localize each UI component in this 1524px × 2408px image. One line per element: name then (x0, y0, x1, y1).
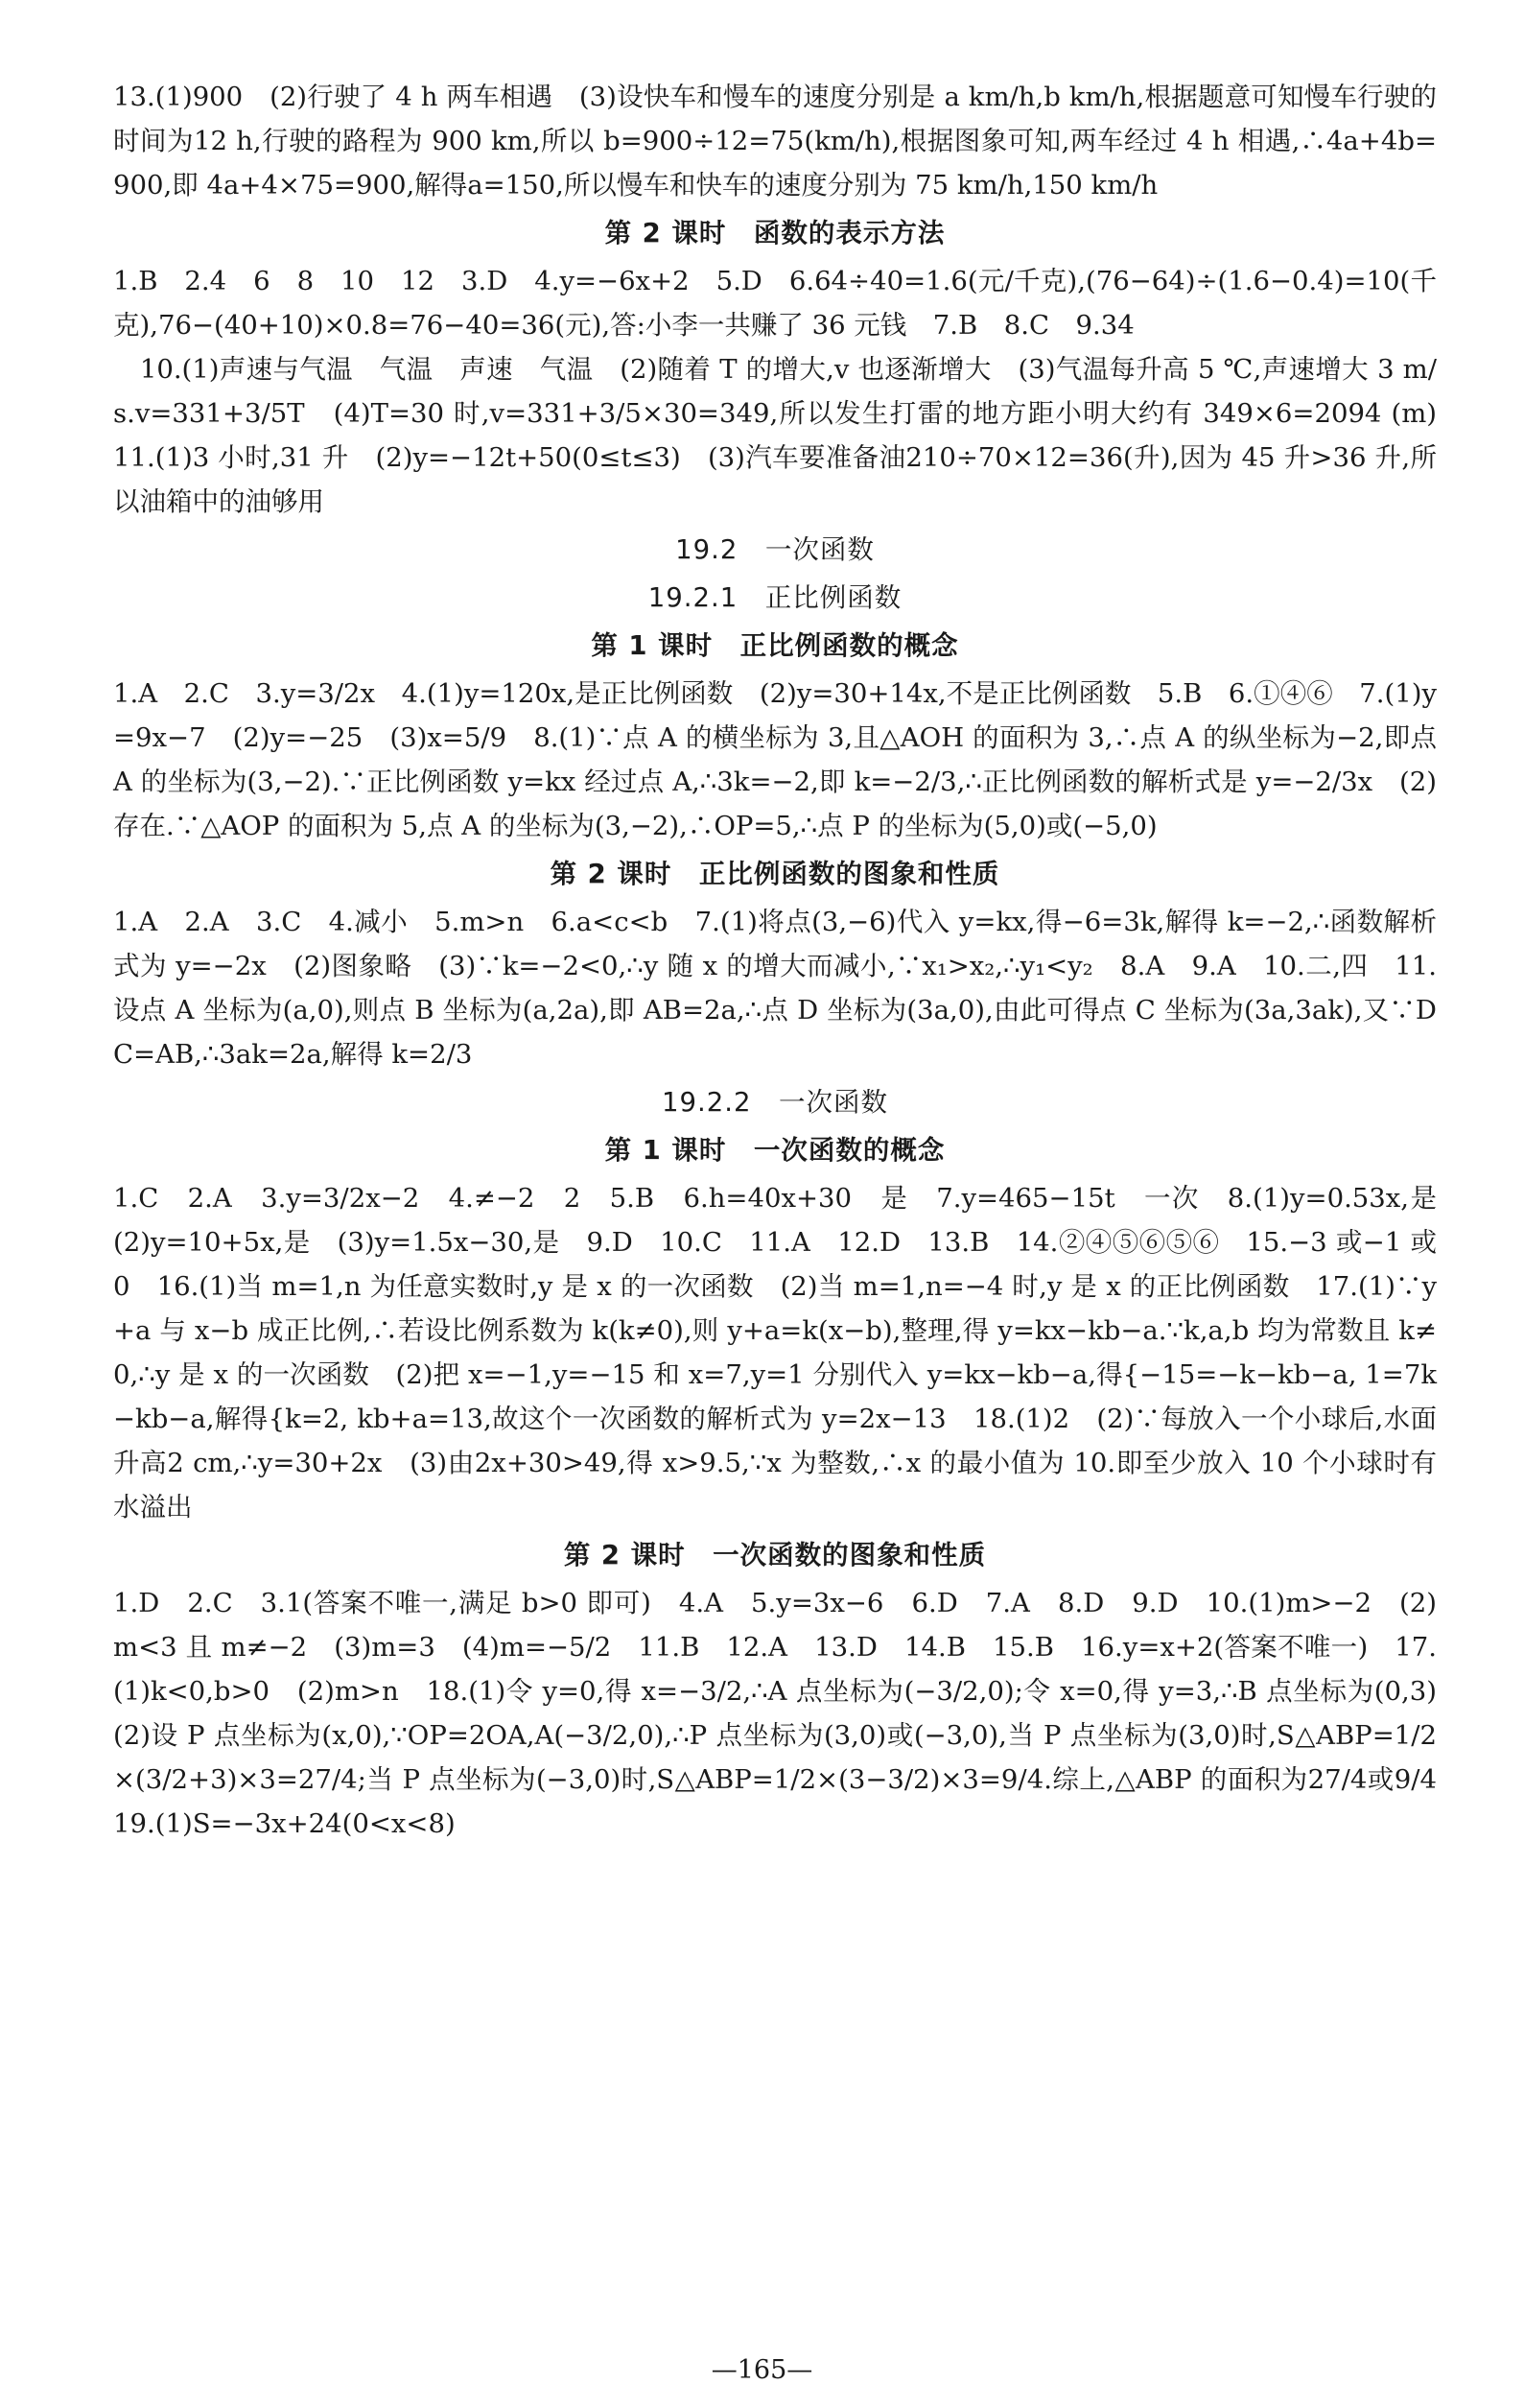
answer-paragraph: 1.D 2.C 3.1(答案不唯一,满足 b>0 即可) 4.A 5.y=3x−6 6.D 7.A 8.D 9.D 10.(1)m>−2 (2)m<3 且 m≠−2 (3)m=3 (4)m=−5/2 11.B 12.A 13.D 14.B 15.B 16.y=x+2(答案不唯一) 17.(1)k<0,b>0 (2)m>n 18.(1)令 y=0,得 x=−3/2,∴A 点坐标为(−3/2,0);令 x=0,得 y=3,∴B 点坐标为(0,3) (2)设 P 点坐标为(x,0),∵OP=2OA,A(−3/2,0),∴P 点坐标为(3,0)或(−3,0),当 P 点坐标为(3,0)时,S△ABP=1/2×(3/2+3)×3=27/4;当 P 点坐标为(−3,0)时,S△ABP=1/2×(3−3/2)×3=9/4.综上,△ABP 的面积为27/4或9/4 19.(1)S=−3x+24(0<x<8) (113, 1588, 1464, 1839)
lesson-heading: 第 1 课时 正比例函数的概念 (591, 630, 959, 661)
answer-paragraph: 10.(1)声速与气温 气温 声速 气温 (2)随着 T 的增大,v 也逐渐增大 (3)气温每升高 5 ℃,声速增大 3 m/s.v=331+3/5T (4)T=30 时,v=331+3/5×30=349,所以发生打雷的地方距小明大约有 349×6=2094 (m) 11.(1)3 小时,31 升 (2)y=−12t+50(0≤t≤3) (3)汽车要准备油210÷70×12=36(升),因为 45 升>36 升,所以油箱中的油够用 (113, 354, 1464, 517)
lesson-heading: 第 1 课时 一次函数的概念 (604, 1135, 946, 1166)
answer-paragraph: 13.(1)900 (2)行驶了 4 h 两车相遇 (3)设快车和慢车的速度分别是 a km/h,b km/h,根据题意可知慢车行驶的时间为12 h,行驶的路程为 900 km,所以 b=900÷12=75(km/h),根据图象可知,两车经过 4 h 相遇,∴4a+4b=900,即 4a+4×75=900,解得a=150,所以慢车和快车的速度分别为 75 km/h,150 km/h (113, 82, 1437, 201)
lesson-heading: 第 2 课时 函数的表示方法 (604, 218, 946, 248)
page-number: —165— (711, 2355, 813, 2385)
lesson-heading: 第 2 课时 正比例函数的图象和性质 (550, 859, 1000, 889)
lesson-heading: 第 2 课时 一次函数的图象和性质 (563, 1540, 987, 1570)
subsection-heading: 19.2.2 一次函数 (662, 1087, 888, 1118)
section-heading: 19.2 一次函数 (675, 534, 875, 565)
answer-paragraph: 1.A 2.A 3.C 4.减小 5.m>n 6.a<c<b 7.(1)将点(3,−6)代入 y=kx,得−6=3k,解得 k=−2,∴函数解析式为 y=−2x (2)图象略 (3)∵k=−2<0,∴y 随 x 的增大而减小,∵x₁>x₂,∴y₁<y₂ 8.A 9.A 10.二,四 11.设点 A 坐标为(a,0),则点 B 坐标为(a,2a),即 AB=2a,∴点 D 坐标为(3a,0),由此可得点 C 坐标为(3a,3ak),又∵DC=AB,∴3ak=2a,解得 k=2/3 (113, 907, 1437, 1070)
answer-page (113, 75, 1464, 1846)
answer-paragraph: 1.A 2.C 3.y=3/2x 4.(1)y=120x,是正比例函数 (2)y=30+14x,不是正比例函数 5.B 6.①④⑥ 7.(1)y=9x−7 (2)y=−25 (3)x=5/9 8.(1)∵点 A 的横坐标为 3,且△AOH 的面积为 3,∴点 A 的纵坐标为−2,即点 A 的坐标为(3,−2).∵正比例函数 y=kx 经过点 A,∴3k=−2,即 k=−2/3,∴正比例函数的解析式是 y=−2/3x (2)存在.∵△AOP 的面积为 5,点 A 的坐标为(3,−2),∴OP=5,∴点 P 的坐标为(5,0)或(−5,0) (113, 678, 1437, 841)
subsection-heading: 19.2.1 正比例函数 (647, 582, 903, 613)
answer-paragraph: 1.C 2.A 3.y=3/2x−2 4.≠−2 2 5.B 6.h=40x+30 是 7.y=465−15t 一次 8.(1)y=0.53x,是 (2)y=10+5x,是 (3)y=1.5x−30,是 9.D 10.C 11.A 12.D 13.B 14.②④⑤⑥⑤⑥ 15.−3 或−1 或 0 16.(1)当 m=1,n 为任意实数时,y 是 x 的一次函数 (2)当 m=1,n=−4 时,y 是 x 的正比例函数 17.(1)∵y+a 与 x−b 成正比例,∴若设比例系数为 k(k≠0),则 y+a=k(x−b),整理,得 y=kx−kb−a.∵k,a,b 均为常数且 k≠0,∴y 是 x 的一次函数 (2)把 x=−1,y=−15 和 x=7,y=1 分别代入 y=kx−kb−a,得{−15=−k−kb−a, 1=7k−kb−a,解得{k=2, kb+a=13,故这个一次函数的解析式为 y=2x−13 18.(1)2 (2)∵每放入一个小球后,水面升高2 cm,∴y=30+2x (3)由2x+30>49,得 x>9.5,∵x 为整数,∴x 的最小值为 10.即至少放入 10 个小球时有水溢出 (113, 1183, 1464, 1523)
answer-paragraph: 1.B 2.4 6 8 10 12 3.D 4.y=−6x+2 5.D 6.64÷40=1.6(元/千克),(76−64)÷(1.6−0.4)=10(千克),76−(40+10)×0.8=76−40=36(元),答:小李一共赚了 36 元钱 7.B 8.C 9.34 (113, 266, 1437, 341)
